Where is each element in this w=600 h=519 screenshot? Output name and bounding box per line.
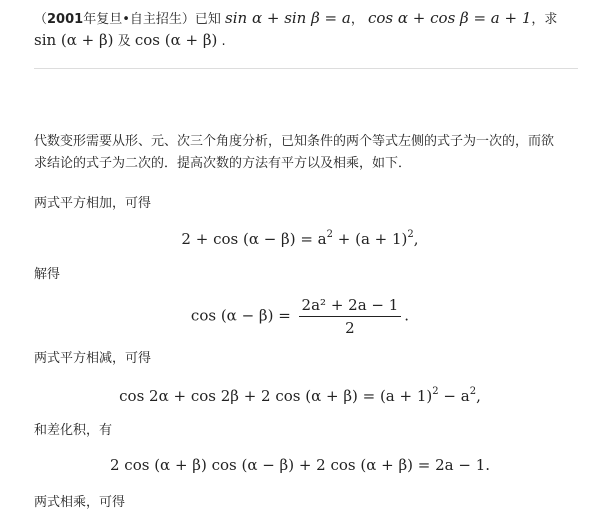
problem-source: （2001年复旦•自主招生） [34,12,195,27]
solution-intro-line-2: 求结论的式子为二次的．提高次数的方法有平方以及相乘，如下． [34,156,412,171]
equation-4: 2 cos (α + β) cos (α − β) + 2 cos (α + β) = 2a − 1. [109,456,491,474]
equation-2: cos (α − β) = $\frac{\text{2a² + 2a − 1}}{2}$ . [190,296,410,337]
step-multiply-label: 两式相乘，可得 [34,495,126,510]
target-cos: cos (α + β) [134,31,218,49]
and-label: 及 [117,34,131,49]
step-diff-squares-label: 两式平方相减，可得 [34,351,152,366]
given-label: 已知 [194,12,221,27]
equation-2-fraction: $\frac{\text{2a² + 2a − 1}}{2}$ [299,296,402,337]
problem-targets: sin (α + β) 及 cos (α + β) . [34,31,226,49]
target-sin: sin (α + β) [34,31,114,49]
solution-intro-line-1: 代数变形需要从形、元、次三个角度分析，已知条件的两个等式左侧的式子为一次的，而欲 [34,134,555,149]
equation-3: cos 2α + cos 2β + 2 $\cos (\alpha + \beta) = (a + 1)^2 - a^2$, [119,386,481,405]
section-divider [34,68,578,69]
step-solve-label: 解得 [34,267,61,282]
equation-1: $2 + \cos (\alpha - \beta) = a^2 + (a + 1)^2$, [181,229,419,248]
step-sum-to-product-label: 和差化积，有 [34,423,113,438]
problem-statement: （2001年复旦•自主招生）已知 sin α + sin β = a， cos α + cos β = a + 1，求 [34,9,558,27]
condition-1: sin α + sin β = a [225,9,351,27]
step-sum-squares-label: 两式平方相加，可得 [34,196,152,211]
condition-2: cos α + cos β = a + 1 [368,9,532,27]
